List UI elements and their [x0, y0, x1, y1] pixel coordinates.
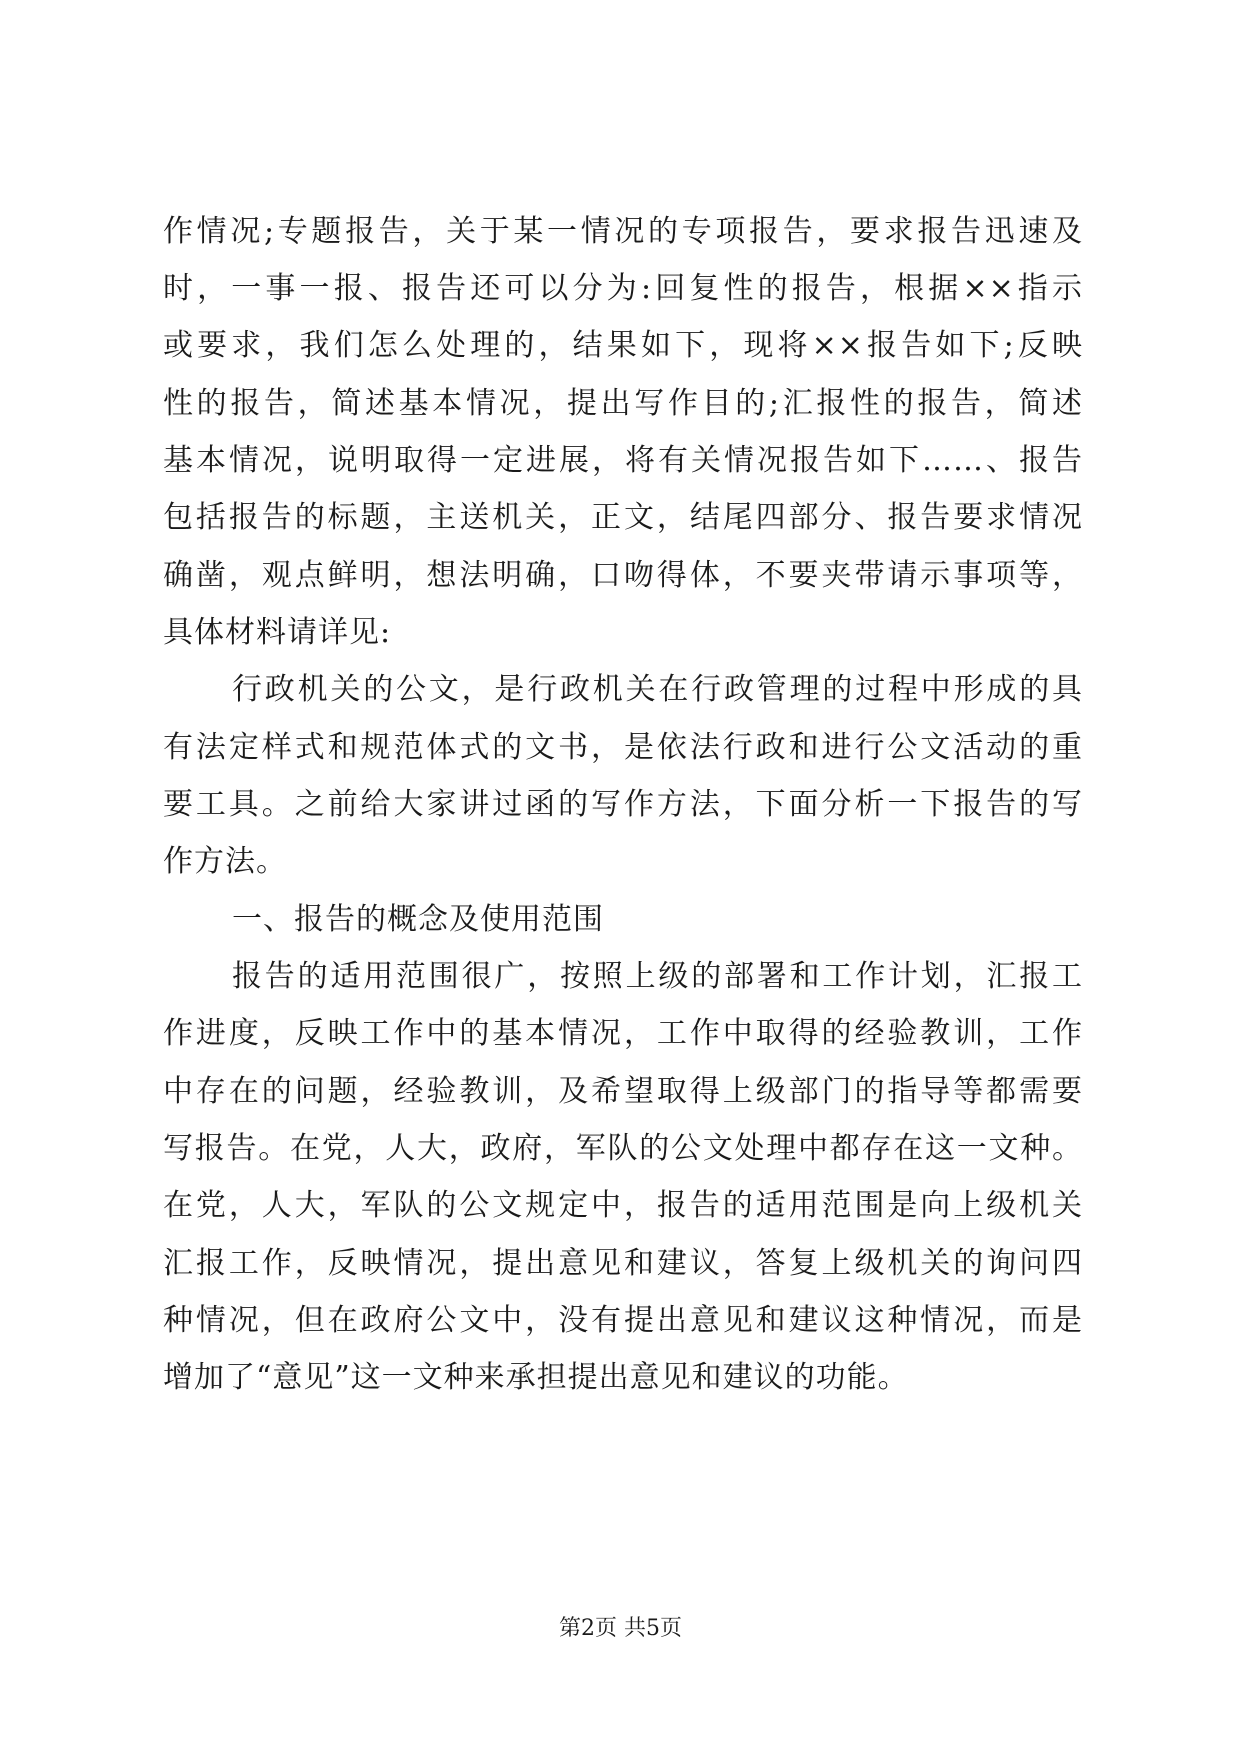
- body-text-line: 或要求，我们怎么处理的，结果如下，现将××报告如下;反映: [163, 328, 1083, 363]
- body-text-line: 包括报告的标题，主送机关，正文，结尾四部分、报告要求情况: [163, 500, 1083, 535]
- body-text-line: 性的报告，简述基本情况，提出写作目的;汇报性的报告，简述: [163, 386, 1083, 421]
- body-text-line: 写报告。在党，人大，政府，军队的公文处理中都存在这一文种。: [163, 1131, 1083, 1166]
- body-text-line: 作情况;专题报告，关于某一情况的专项报告，要求报告迅速及: [163, 214, 1083, 249]
- page-number-footer: 第2页 共5页: [559, 1616, 682, 1641]
- body-text-line: 作方法。: [163, 844, 287, 879]
- body-text-line: 中存在的问题，经验教训，及希望取得上级部门的指导等都需要: [163, 1074, 1083, 1109]
- paragraph-first-line: 报告的适用范围很广，按照上级的部署和工作计划，汇报工: [232, 959, 1083, 994]
- body-text-line: 要工具。之前给大家讲过函的写作方法，下面分析一下报告的写: [163, 787, 1083, 822]
- body-text-line: 在党，人大，军队的公文规定中，报告的适用范围是向上级机关: [163, 1188, 1083, 1223]
- paragraph-first-line: 行政机关的公文，是行政机关在行政管理的过程中形成的具: [232, 672, 1083, 707]
- body-text-line: 时，一事一报、报告还可以分为:回复性的报告，根据××指示: [163, 271, 1083, 306]
- body-text-line: 增加了“意见”这一文种来承担提出意见和建议的功能。: [163, 1360, 909, 1395]
- body-text-line: 作进度，反映工作中的基本情况，工作中取得的经验教训，工作: [163, 1016, 1083, 1051]
- body-text-line: 确凿，观点鲜明，想法明确，口吻得体，不要夹带请示事项等，: [163, 558, 1083, 593]
- body-text-line: 具体材料请详见:: [163, 615, 392, 650]
- body-text-line: 有法定样式和规范体式的文书，是依法行政和进行公文活动的重: [163, 730, 1083, 765]
- body-text-line: 汇报工作，反映情况，提出意见和建议，答复上级机关的询问四: [163, 1246, 1083, 1281]
- body-text-line: 基本情况，说明取得一定进展，将有关情况报告如下……、报告: [163, 443, 1083, 478]
- body-text-line: 种情况，但在政府公文中，没有提出意见和建议这种情况，而是: [163, 1303, 1083, 1338]
- section-heading: 一、报告的概念及使用范围: [232, 902, 604, 937]
